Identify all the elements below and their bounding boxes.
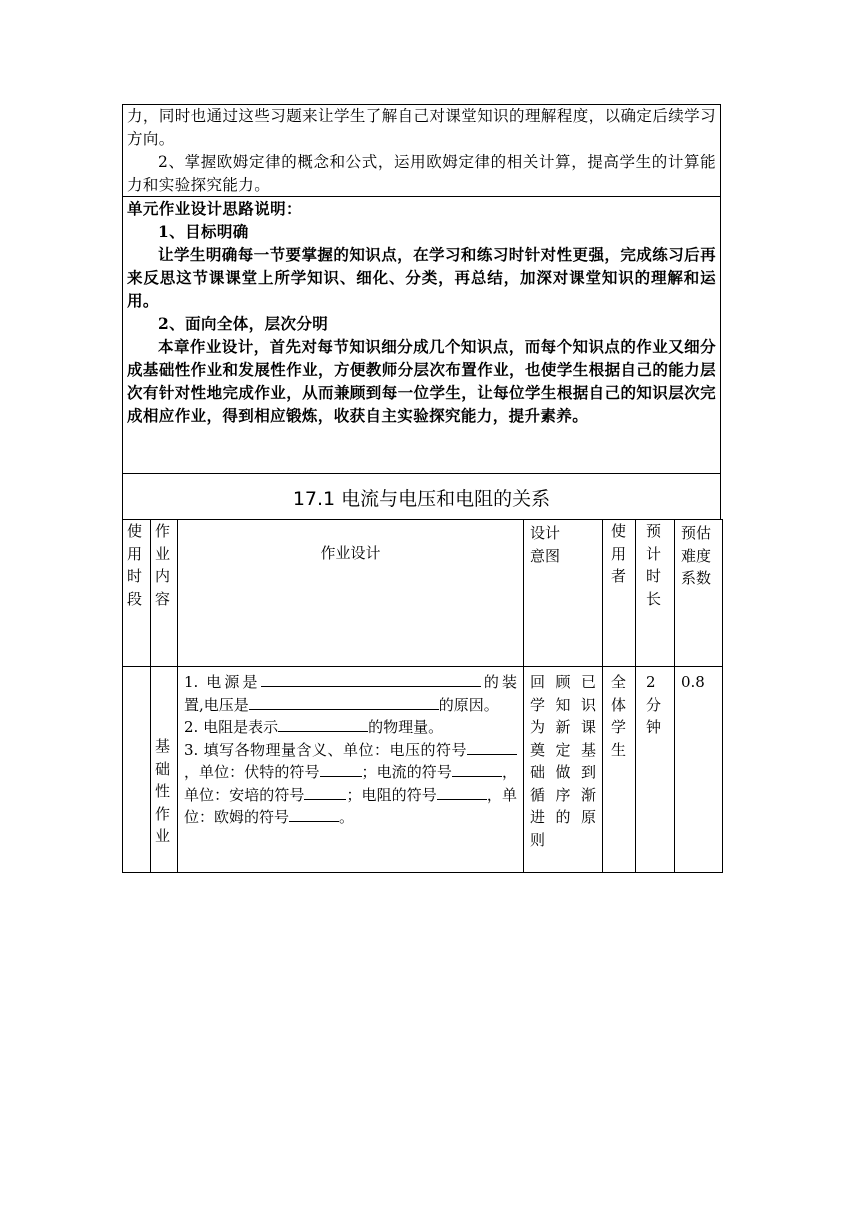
- header-user: 使 用 者: [603, 520, 636, 667]
- objectives-section: [122, 104, 721, 197]
- header-row: [123, 520, 723, 667]
- table-row: [123, 667, 723, 873]
- objective-text-1: 力，同时也通过这些习题来让学生了解自己对课堂知识的理解程度，以确定后续学习方向。: [127, 107, 716, 148]
- question-3: 3. 填写各物理量含义、单位：电压的符号，单位：伏特的符号 ；电流的符号 ，单位：安培的符号 ；电阻的符号 ，单位：欧姆的符号 。: [184, 740, 517, 826]
- row-design: [178, 667, 524, 873]
- row-difficulty: 0.8: [675, 667, 723, 873]
- point2-title: 2、面向全体，层次分明: [158, 314, 329, 333]
- blank-2[interactable]: [249, 694, 439, 710]
- point1-title: 1、目标明确: [158, 222, 249, 241]
- blank-7[interactable]: [304, 784, 346, 800]
- section-title-row: [122, 473, 721, 520]
- header-difficulty: 预估 难度 系数: [675, 520, 723, 667]
- question-2: 2. 电阻是表示 的物理量。: [184, 718, 444, 736]
- blank-9[interactable]: [289, 806, 339, 822]
- row-content-type: 基 础 性 作 业: [151, 667, 178, 873]
- rationale-heading: 单元作业设计思路说明：: [127, 199, 302, 218]
- question-1: 1. 电源是 的装置,电压是 的原因。: [184, 673, 517, 714]
- header-content: 作 业 内 容: [151, 520, 178, 667]
- row-user: 全 体 学 生: [603, 667, 636, 873]
- blank-5[interactable]: [320, 761, 362, 777]
- row-duration: 2 分 钟: [636, 667, 675, 873]
- section-title: 17.1 电流与电压和电阻的关系: [292, 487, 551, 510]
- blank-8[interactable]: [437, 784, 487, 800]
- point1-text: 让学生明确每一节要掌握的知识点，在学习和练习时针对性更强，完成练习后再来反思这节课课堂上所学知识、细化、分类，再总结，加深对课堂知识的理解和运用。: [127, 245, 716, 310]
- row-intent: 回顾已 学知识 为新课 奠定基 础做到 循序渐 进的原 则: [524, 667, 603, 873]
- blank-4[interactable]: [467, 739, 517, 755]
- header-design: 作业设计: [178, 520, 524, 667]
- homework-table: [122, 519, 723, 873]
- objective-text-2: 2、掌握欧姆定律的概念和公式，运用欧姆定律的相关计算，提高学生的计算能力和实验探究能力。: [127, 153, 716, 194]
- header-duration: 预 计 时 长: [636, 520, 675, 667]
- design-rationale-section: [122, 196, 721, 474]
- blank-6[interactable]: [452, 761, 502, 777]
- blank-3[interactable]: [278, 716, 368, 732]
- row-period: [123, 667, 151, 873]
- header-intent: 设计 意图: [524, 520, 603, 667]
- header-period: 使 用 时 段: [123, 520, 151, 667]
- blank-1[interactable]: [261, 671, 481, 687]
- point2-text: 本章作业设计，首先对每节知识细分成几个知识点，而每个知识点的作业又细分成基础性作业和发展性作业，方便教师分层次布置作业，也使学生根据自己的能力层次有针对性地完成作业，从而兼顾到每一位学生，让每位学生根据自己的知识层次完成相应作业，得到相应锻炼，收获自主实验探究能力，提升素养。: [127, 337, 716, 425]
